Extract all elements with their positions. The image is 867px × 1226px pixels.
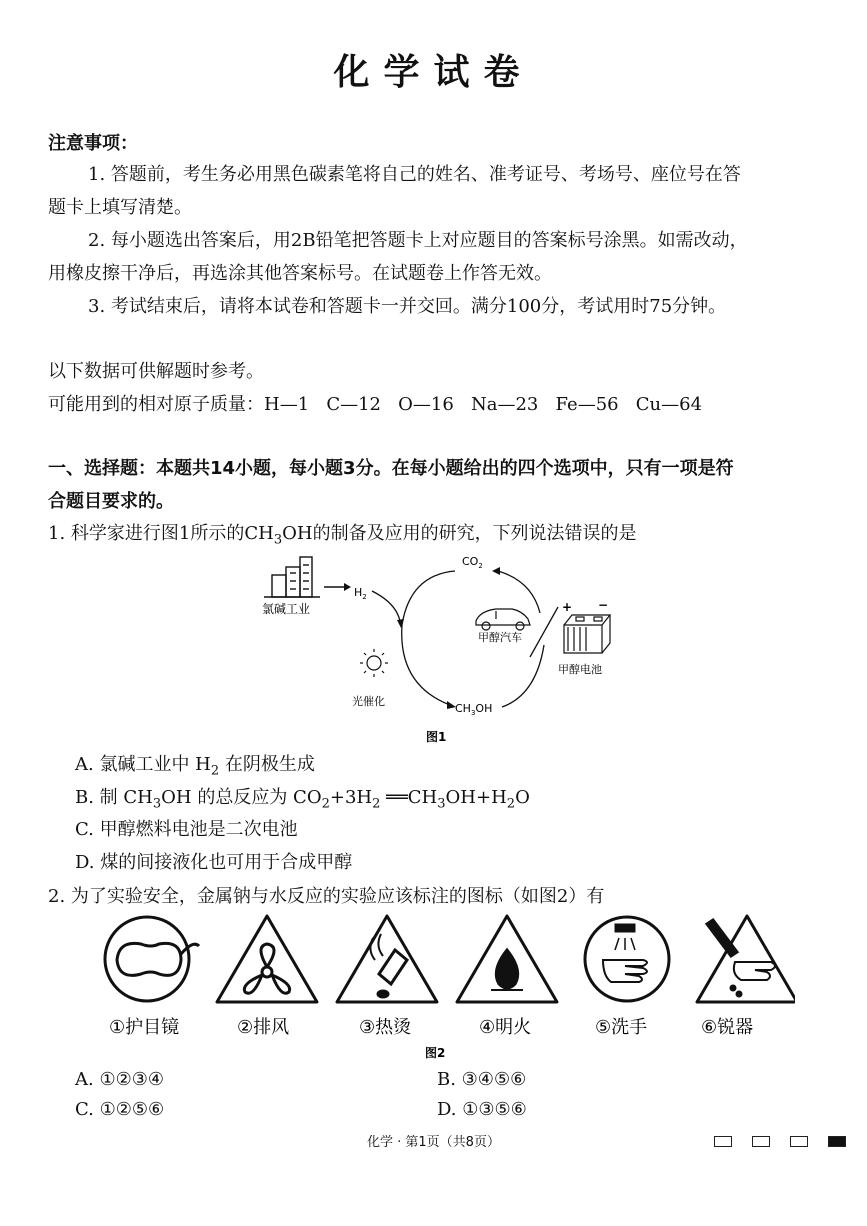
label-battery: 甲醇电池 [558,663,602,676]
battery-plus: + [562,600,573,614]
option-sub: 2 [210,763,220,779]
footer-page-marker-2 [752,1136,770,1147]
notice-item-2-line-2: 用橡皮擦干净后，再选涂其他答案标号。在试题卷上作答无效。 [48,263,552,284]
icon-label-3: ③热烫 [359,1017,412,1038]
icon-label-1: ①护目镜 [109,1017,180,1038]
goggles-icon [105,917,199,1001]
option-text: OH 的总反应为 CO [161,787,322,808]
label-photocatalysis: 光催化 [352,695,385,708]
option-text: +3H [329,787,373,808]
option-text: 在阴极生成 [219,754,315,775]
flame-icon [457,916,557,1002]
icon-label-6: ⑥锐器 [701,1017,754,1038]
option-text: ══CH [380,787,438,808]
q2-option-a[interactable]: A. ①②③④ [75,1069,164,1090]
option-sub: 2 [372,796,381,812]
label-h2: $H_2$ [354,586,367,601]
q2-option-b[interactable]: B. ③④⑤⑥ [437,1069,527,1090]
icon-label-4: ④明火 [479,1017,532,1038]
q2-option-c[interactable]: C. ①②⑤⑥ [75,1099,165,1120]
q1-option-b[interactable] [75,786,530,817]
battery-minus: − [598,598,609,612]
atomic-mass-label: 可能用到的相对原子质量： [48,394,264,415]
q1-stem-sub: 3 [273,532,283,548]
car-icon [476,609,530,630]
q1-option-c[interactable]: C. 甲醇燃料电池是二次电池 [75,819,298,840]
atomic-mass-line [48,393,702,417]
q1-stem-part: 1. 科学家进行图1所示的CH [48,523,274,544]
option-sub: 3 [437,796,446,812]
arrow-head [492,567,500,575]
icon-label-2: ②排风 [237,1017,290,1038]
notice-item-1-line-2: 题卡上填写清楚。 [48,197,192,218]
notice-item-3: 3. 考试结束后，请将本试卷和答题卡一并交回。满分100分，考试用时75分钟。 [88,296,727,317]
option-sub: 2 [506,796,516,812]
notice-item-1-line-1: 1. 答题前，考生务必用黑色碳素笔将自己的姓名、准考证号、考场号、座位号在答 [88,164,741,185]
arrow-h2-to-cycle [372,591,400,621]
option-text: A. 氯碱工业中 H [75,754,211,775]
option-sub: 2 [321,796,330,812]
q1-option-a[interactable] [75,753,315,784]
label-co2: $CO_2$ [462,555,483,570]
q1-option-d[interactable]: D. 煤的间接液化也可用于合成甲醇 [75,852,353,873]
option-text: O [515,787,530,808]
data-ref-line: 以下数据可供解题时参考。 [48,361,264,382]
notice-heading: 注意事项： [48,133,138,154]
label-industry: 氯碱工业 [262,602,311,616]
q2-option-d[interactable]: D. ①③⑤⑥ [437,1099,527,1120]
battery-icon [564,615,610,653]
option-text: OH+H [445,787,507,808]
label-ch3oh: $CH_3OH$ [455,702,493,717]
notice-item-2-line-1: 2. 每小题选出答案后，用2B铅笔把答题卡上对应题目的答案标号涂黑。如需改动， [88,230,748,251]
icon-label-5: ⑤洗手 [595,1017,648,1038]
cycle-top-arc [498,571,540,613]
figure-2-caption: 图2 [425,1046,446,1060]
footer-page-marker-1 [714,1136,732,1147]
cycle-right-arc [502,645,544,707]
figure-2 [95,910,795,1060]
label-car: 甲醇汽车 [478,631,522,644]
footer-page-marker-4 [828,1136,846,1147]
sharp-object-icon [697,916,795,1002]
section-heading-line-2: 合题目要求的。 [48,491,174,512]
option-sub: 3 [152,796,162,812]
question-2-stem: 2. 为了实验安全，金属钠与水反应的实验应该标注的图标（如图2）有 [48,886,605,907]
wash-hands-icon [585,917,669,1001]
sun-icon [360,649,388,677]
q1-stem-part: OH的制备及应用的研究，下列说法错误的是 [282,523,637,544]
page-title: 化学试卷 [333,52,534,93]
figure-1 [250,545,630,750]
arrow-head [344,583,351,591]
divider-slash [530,607,558,657]
cycle-left-arc [402,571,455,705]
footer-page-marker-3 [790,1136,808,1147]
atomic-mass-values: H—1 C—12 O—16 Na—23 Fe—56 Cu—64 [264,394,703,415]
section-heading-line-1: 一、选择题：本题共14小题，每小题3分。在每小题给出的四个选项中，只有一项是符 [48,458,734,479]
fan-icon [217,916,317,1002]
factory-icon [264,557,320,597]
figure-1-caption: 图1 [426,730,447,744]
hot-icon [337,916,437,1002]
page-footer: 化学 · 第1页（共8页） [367,1135,500,1150]
option-text: B. 制 CH [75,787,153,808]
